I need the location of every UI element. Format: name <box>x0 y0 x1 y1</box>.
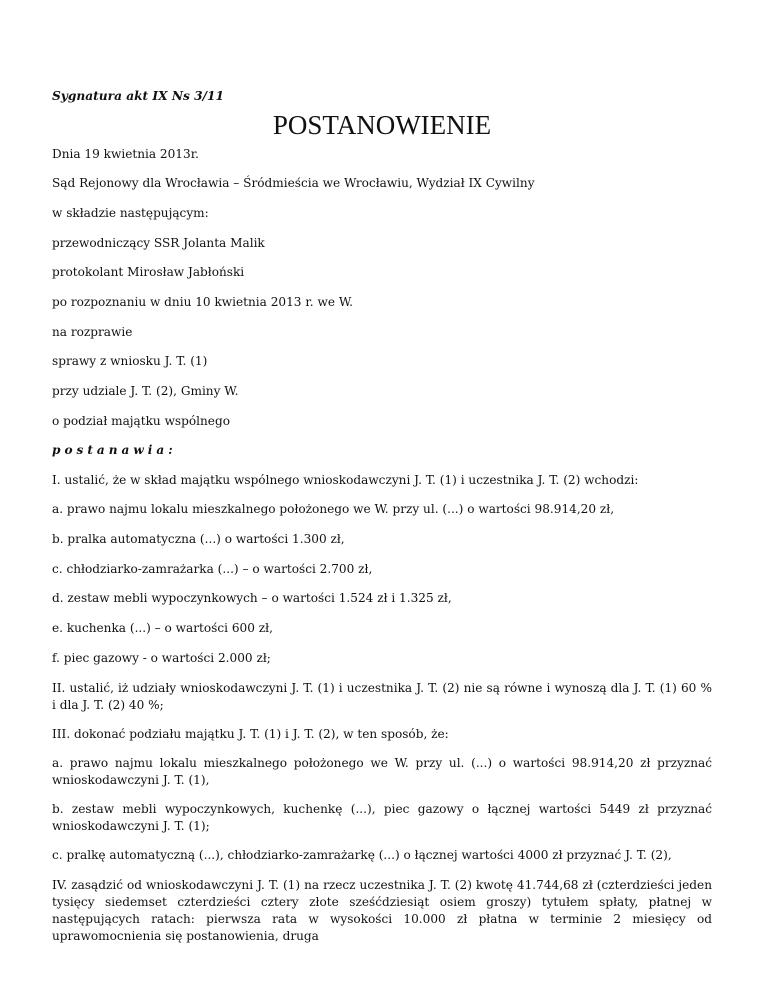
asset-item: e. kuchenka (...) – o wartości 600 zł, <box>52 621 273 635</box>
point-3: III. dokonać podziału majątku J. T. (1) i J. T. (2), w ten sposób, że: <box>52 727 449 741</box>
case-signature: Sygnatura akt IX Ns 3/11 <box>52 89 224 103</box>
point-2: II. ustalić, iż udziały wnioskodawczyni J. T. (1) i uczestnika J. T. (2) nie są równe i wynoszą dla J. T. (1) 60 % i dla J. T. (2) 40 %; <box>52 681 712 712</box>
court-clerk: protokolant Mirosław Jabłoński <box>52 265 245 279</box>
asset-item: c. chłodziarko-zamrażarka (...) – o wartości 2.700 zł, <box>52 562 373 576</box>
division-item: b. zestaw mebli wypoczynkowych, kuchenkę (...), piec gazowy o łącznej wartości 5449 zł przyznać wnioskodawczyni J. T. (1); <box>52 802 712 833</box>
ruling-header: postanawia: <box>52 443 177 457</box>
court-name: Sąd Rejonowy dla Wrocławia – Śródmieścia we Wrocławiu, Wydział IX Cywilny <box>52 176 535 190</box>
case-subject: o podział majątku wspólnego <box>52 414 230 428</box>
case-participants: przy udziale J. T. (2), Gminy W. <box>52 384 239 398</box>
case-applicant: sprawy z wniosku J. T. (1) <box>52 354 208 368</box>
division-item: a. prawo najmu lokalu mieszkalnego położonego we W. przy ul. (...) o wartości 98.914,20 zł przyznać wnioskodawczyni J. T. (1), <box>52 756 712 787</box>
point-4: IV. zasądzić od wnioskodawczyni J. T. (1) na rzecz uczestnika J. T. (2) kwotę 41.744,68 zł (czterdzieści jeden tysięcy siedemset czterdzieści cztery złote sześćdziesiąt osiem groszy) tytułem spłaty, płatnej w następujących ratach: pierwsza rata w wysokości 10.000 zł płatna w terminie 2 miesięcy od uprawomocnienia się postanowienia, druga <box>52 878 712 943</box>
hearing-type: na rozprawie <box>52 325 133 339</box>
asset-item: b. pralka automatyczna (...) o wartości 1.300 zł, <box>52 532 345 546</box>
hearing-date: po rozpoznaniu w dniu 10 kwietnia 2013 r. we W. <box>52 295 353 309</box>
presiding-judge: przewodniczący SSR Jolanta Malik <box>52 236 265 250</box>
division-item: c. pralkę automatyczną (...), chłodziarko-zamrażarkę (...) o łącznej wartości 4000 zł przyznać J. T. (2), <box>52 848 672 862</box>
composition-intro: w składzie następującym: <box>52 206 209 220</box>
point-1: I. ustalić, że w skład majątku wspólnego wnioskodawczyni J. T. (1) i uczestnika J. T. (2) wchodzi: <box>52 473 639 487</box>
asset-item: a. prawo najmu lokalu mieszkalnego położonego we W. przy ul. (...) o wartości 98.914,20 zł, <box>52 502 615 516</box>
document-title: POSTANOWIENIE <box>272 110 492 140</box>
asset-item: f. piec gazowy - o wartości 2.000 zł; <box>52 651 271 665</box>
asset-item: d. zestaw mebli wypoczynkowych – o wartości 1.524 zł i 1.325 zł, <box>52 591 452 605</box>
ruling-date: Dnia 19 kwietnia 2013r. <box>52 147 199 161</box>
